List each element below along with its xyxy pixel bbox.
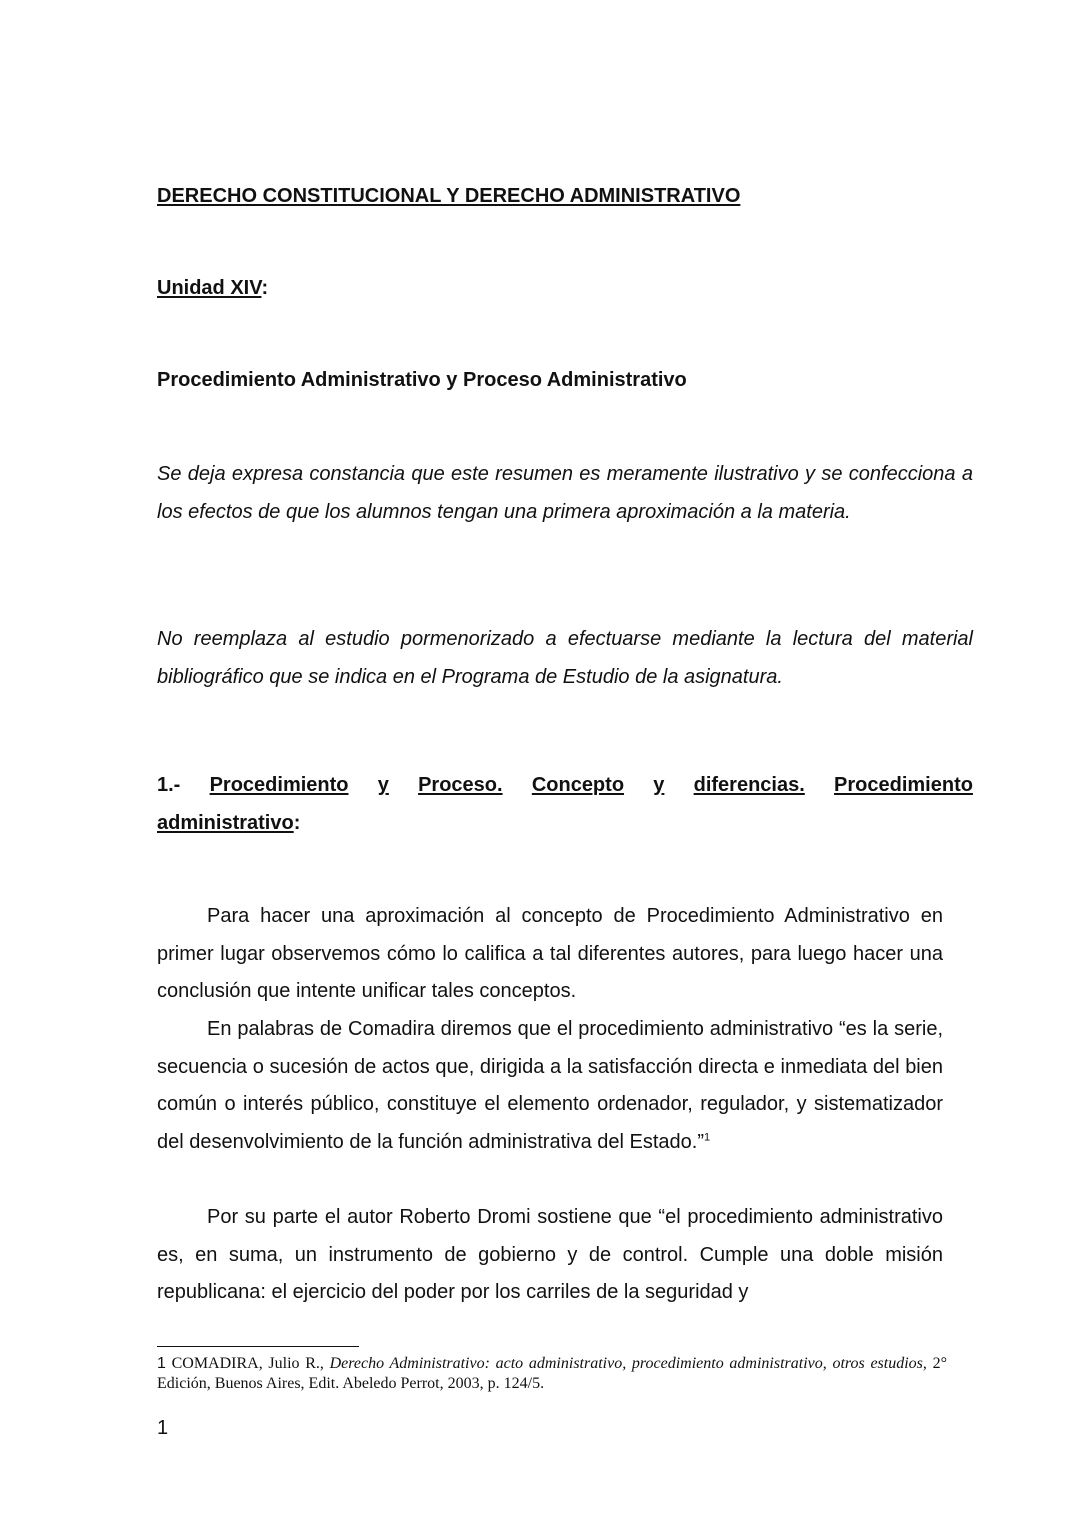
page-number: 1: [157, 1417, 169, 1439]
body-paragraph-2-text: En palabras de Comadira diremos que el procedimiento administrativo “es la serie, secuencia o sucesión de actos que, dirigida a la satisfacción directa e inmediata del bien común o interés público, constituye el elemento ordenador, regulador, y sistematizador del desenvolvimiento de la función administrativa del Estado.”: [157, 1018, 943, 1153]
body-paragraph-1: Para hacer una aproximación al concepto de Procedimiento Administrativo en primer lugar observemos cómo lo califica a tal diferentes autores, para luego hacer una conclusión que intente unificar tales conceptos.: [157, 905, 943, 1003]
section-word: Procedimiento: [834, 774, 973, 796]
section-word: y: [653, 774, 665, 796]
body-paragraph-2: [157, 1011, 943, 1161]
section-colon: :: [293, 812, 301, 834]
section-word: diferencias.: [693, 774, 805, 796]
section-word: Concepto: [531, 774, 625, 796]
unit-subtitle: Procedimiento Administrativo y Proceso Administrativo: [157, 369, 687, 391]
section-heading: [157, 774, 973, 797]
unit-heading: [157, 277, 973, 300]
body-paragraph-3: Por su parte el autor Roberto Dromi sostiene que “el procedimiento administrativo es, en suma, un instrumento de gobierno y de control. Cumple una doble misión republicana: el ejercicio del poder por los carriles de la seguridad y: [157, 1206, 943, 1304]
section-word: y: [377, 774, 389, 796]
section-heading-continued: [157, 812, 973, 835]
unit-colon: :: [261, 277, 269, 299]
footnote-work-title: Derecho Administrativo: acto administrativo, procedimiento administrativo, otros estudios: [329, 1355, 923, 1372]
section-word: Procedimiento: [209, 774, 349, 796]
footnote-separator: [157, 1346, 359, 1347]
unit-label: Unidad XIV: [157, 277, 262, 299]
footnote: [157, 1354, 947, 1394]
document-title: DERECHO CONSTITUCIONAL Y DERECHO ADMINISTRATIVO: [157, 185, 741, 207]
section-line2-text: administrativo: [157, 812, 294, 834]
footnote-number: 1: [157, 1355, 166, 1372]
footnote-details: , 2° Edición, Buenos Aires, Edit. Abeledo Perrot, 2003, p. 124/5.: [157, 1355, 947, 1392]
disclaimer-paragraph-1: Se deja expresa constancia que este resumen es meramente ilustrativo y se confecciona a los efectos de que los alumnos tengan una primera aproximación a la materia.: [157, 463, 973, 523]
section-number: 1.-: [157, 774, 181, 796]
disclaimer-paragraph-2: No reemplaza al estudio pormenorizado a efectuarse mediante la lectura del material bibliográfico que se indica en el Programa de Estudio de la asignatura.: [157, 628, 973, 688]
section-word: Proceso.: [418, 774, 503, 796]
footnote-reference[interactable]: 1: [703, 1131, 711, 1144]
footnote-author: COMADIRA, Julio R.,: [165, 1355, 330, 1372]
